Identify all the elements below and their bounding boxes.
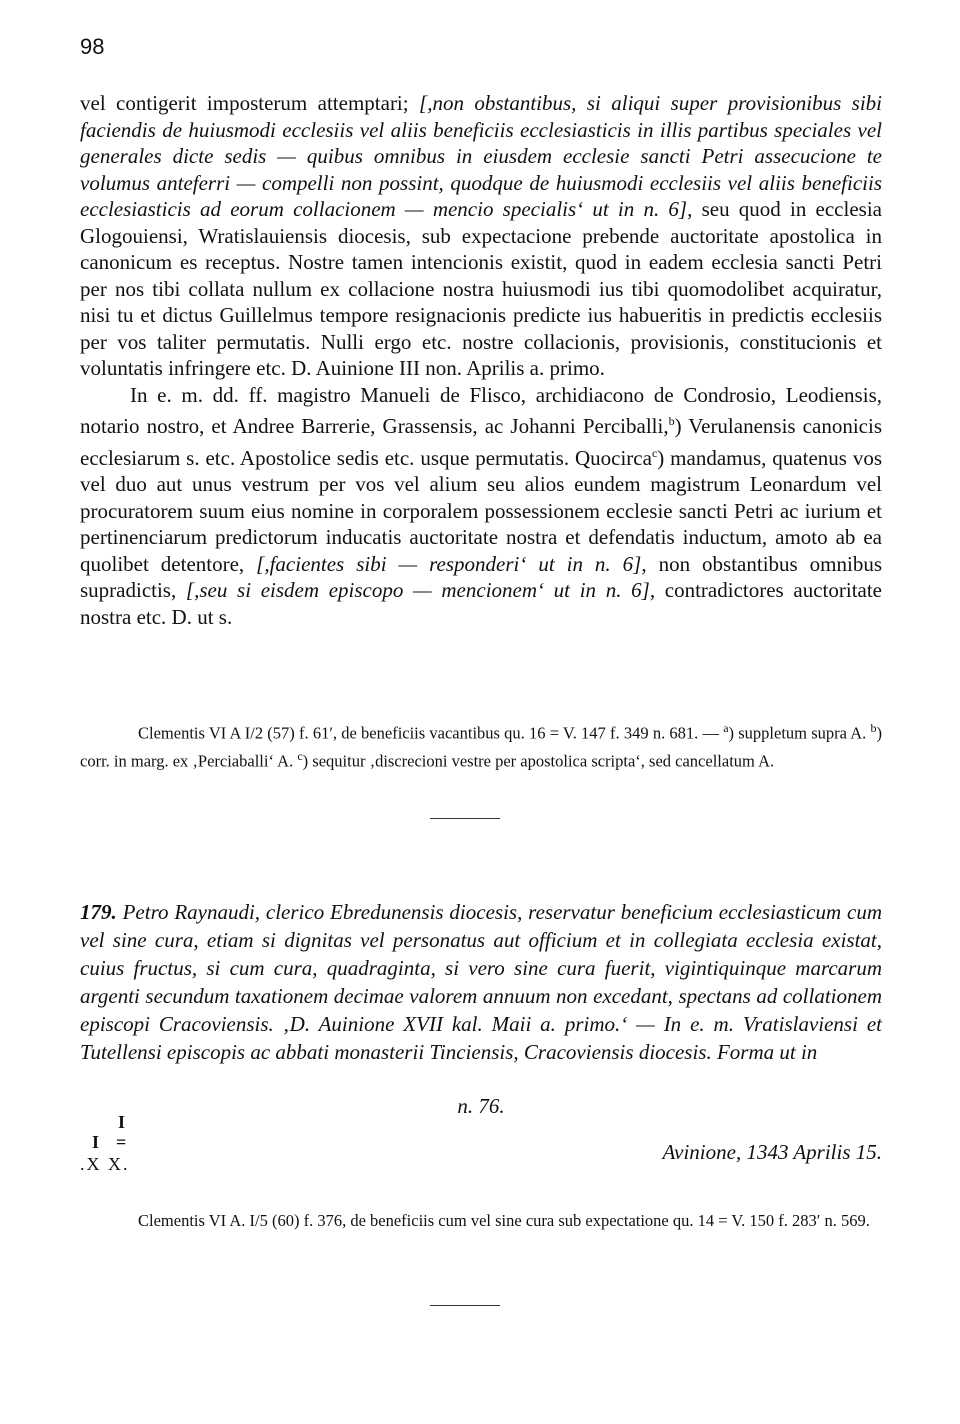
footnote-1-source: Clementis VI A I/2 (57) f. 61′, de beneficiis vacantibus qu. 16 = V. 147 f. 349 n. 681. —	[138, 723, 719, 743]
footnote-block-1	[80, 717, 882, 772]
footnote-b-text: ) corr. in marg. ex ‚Perciaballi‘ A.	[80, 723, 883, 770]
footnote-mark-a: a	[723, 721, 729, 735]
chancery-mark-right: =	[116, 1132, 127, 1152]
paragraph-2-part-1: In e. m. dd. ff. magistro Manueli de Flisco, archidiacono de Condrosio, Leodiensis, notario nostro, et Andree Barrerie, Grassensis, ac Johanni Perciballi,	[80, 382, 882, 438]
footnote-c-text: ) sequitur ‚discrecioni vestre per apostolica scripta‘, sed cancellatum A.	[302, 751, 775, 770]
paragraph-continuation	[80, 90, 882, 382]
footnote-a-text: ) suppletum supra A.	[728, 723, 871, 743]
paragraph-2-part-4: non obstantibus omnibus supradictis,	[80, 551, 883, 602]
entry-number: 179.	[80, 900, 117, 924]
paragraph-2-part-5: contradictores auctoritate nostra etc. D. ut s.	[80, 578, 882, 629]
entry-179	[80, 898, 882, 1066]
section-divider	[430, 1305, 500, 1306]
paragraph-italic-insertion: [,non obstantibus, si aliqui super provisionibus sibi faciendis de huiusmodi ecclesiis vel aliis beneficiis ecclesiasticis in illis partibus speciales vel generales dicte sedis — quibus omnibus in eiusdem ecclesie sancti Petri assecucione te volumus anteferri — compelli non possint, quodque de huiusmodi ecclesiis vel aliis beneficiis ecclesiasticis ad eorum collacionem — mencio specialis‘ ut in n. 6],	[80, 91, 882, 221]
paragraph-in-eundem-modum	[80, 382, 882, 631]
footnote-block-2	[80, 1210, 882, 1232]
footnote-ref-b: b	[668, 414, 675, 428]
section-divider	[430, 818, 500, 819]
dateline: Avinione, 1343 Aprilis 15.	[662, 1140, 882, 1164]
paragraph-2-part-3: ) mandamus, quatenus vos vel duo aut unus vestrum per vos vel alium seu alios eundem magistrum Leonardum vel procuratorem suum eius nomine in corporalem possessionem ecclesie sancti Petri ac iurium et pertinenciarum predictorum inducatis auctoritate nostra et defendatis inductum, amoto ab ea quolibet detentore,	[80, 445, 882, 576]
chancery-mark-top: I	[118, 1112, 126, 1132]
footnote-mark-c: c	[297, 748, 303, 763]
paragraph-2-italic-insertion-2: [,seu si eisdem episcopo — mencionem‘ ut in n. 6],	[185, 578, 656, 602]
paragraph-2-part-2: ) Verulanensis canonicis ecclesiarum s. etc. Apostolice sedis etc. usque permutatis. Quocirca	[80, 414, 882, 470]
chancery-mark-left: I	[92, 1132, 100, 1152]
paragraph-rest-text: seu quod in ecclesia Glogouiensi, Wratislauiensis diocesis, sub expectacione prebende auctoritate apostolica in canonicum es receptus. Nostre tamen intencionis existit, quod in eadem ecclesia sancti Petri per nos tibi collata nullum ex collacione nostra huiusmodi ius tibi quomodolibet acquiratur, nisi tu et dictus Guillelmus tempore resignacionis predicte ius habueritis in predictis ecclesiis per vos taliter permutatis. Nulli ergo etc. nostre collacionis, provisionis, constitucionis et voluntatis infringere etc. D. Auinione III non. Aprilis a. primo.	[80, 197, 882, 380]
paragraph-lead-text: vel contigerit imposterum attemptari;	[80, 91, 420, 115]
chancery-marks	[80, 1112, 180, 1176]
entry-regest-text: Petro Raynaudi, clerico Ebredunensis diocesis, reservatur beneficium ecclesiasticum cum vel sine cura, etiam si dignitas vel personatus aut officium et in collegiata ecclesia existat, cuius fructus, si cum cura, quadraginta, si vero sine cura fuerit, vigintiquinque marcarum argenti secundum taxationem decimae valorem annuum non excedant, spectans ad collationem episcopi Cracoviensis. ‚D. Auinione XVII kal. Maii a. primo.‘ — In e. m. Vratislaviensi et Tutellensi episcopis ac abbati monasterii Tinciensis, Cracoviensis diocesis. Forma ut in	[80, 900, 882, 1064]
entry-reference-line: n. 76.	[457, 1094, 505, 1118]
footnote-ref-c: c	[651, 445, 658, 460]
main-body-text	[80, 90, 882, 630]
footnote-1-source-line	[80, 717, 882, 772]
footnote-mark-b: b	[870, 721, 877, 735]
paragraph-2-italic-insertion-1: [,facientes sibi — responderi‘ ut in n. 6],	[256, 551, 647, 576]
page-number: 98	[80, 34, 105, 59]
footnote-2-source: Clementis VI A. I/5 (60) f. 376, de beneficiis cum vel sine cura sub expectatione qu. 14 = V. 150 f. 283′ n. 569.	[138, 1211, 870, 1230]
chancery-mark-bottom: .X X.	[80, 1154, 130, 1174]
